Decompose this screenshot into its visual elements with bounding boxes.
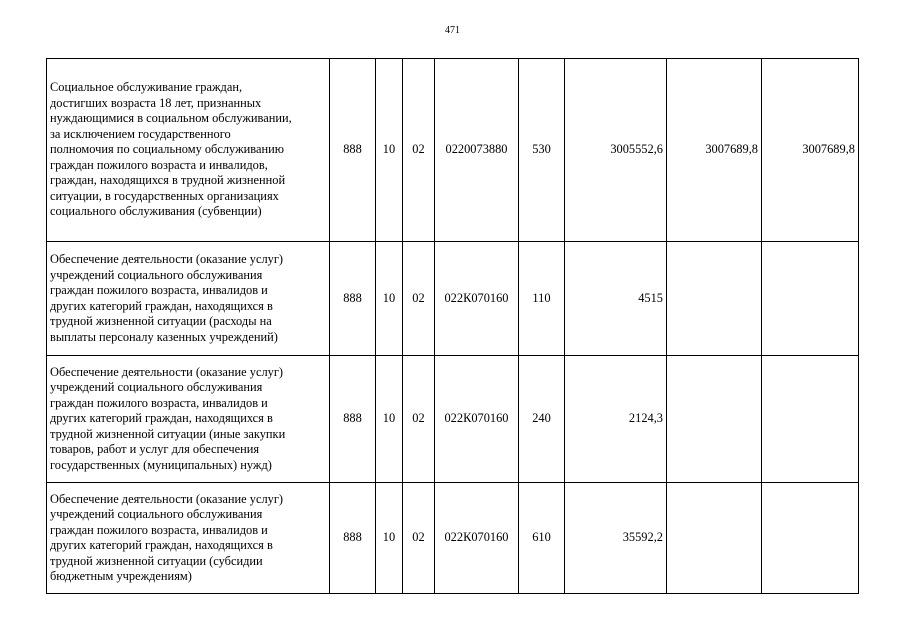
- description-line: учреждений социального обслуживания: [50, 267, 263, 282]
- expense-type-code: 240: [519, 356, 565, 483]
- description-line: других категорий граждан, находящихся в: [50, 411, 273, 426]
- target-article-code: 0220073880: [435, 59, 519, 242]
- description-line: государственных (муниципальных) нужд): [50, 457, 272, 472]
- table-row: [47, 356, 859, 483]
- amount-1: 35592,2: [565, 483, 667, 594]
- description-line: социального обслуживания (субвенции): [50, 204, 262, 219]
- target-article-code: 022К070160: [435, 242, 519, 356]
- description-line: трудной жизненной ситуации (иные закупки: [50, 426, 286, 441]
- description-line: товаров, работ и услуг для обеспечения: [50, 442, 260, 457]
- row-description: [47, 483, 330, 594]
- section-code: 10: [376, 356, 403, 483]
- page-number: 471: [445, 25, 460, 36]
- description-line: достигших возраста 18 лет, признанных: [50, 95, 262, 110]
- description-line: граждан, находящихся в трудной жизненной: [50, 173, 286, 188]
- amount-3: [762, 242, 859, 356]
- description-line: других категорий граждан, находящихся в: [50, 538, 273, 552]
- expense-type-code: 610: [519, 483, 565, 594]
- table-row: [47, 242, 859, 356]
- description-line: Социальное обслуживание граждан,: [50, 80, 243, 95]
- amount-2: [667, 356, 762, 483]
- description-line: граждан пожилого возраста и инвалидов,: [50, 157, 268, 172]
- ministry-code: 888: [330, 356, 376, 483]
- subsection-code: 02: [403, 242, 435, 356]
- ministry-code: 888: [330, 242, 376, 356]
- description-line: Обеспечение деятельности (оказание услуг): [50, 491, 284, 506]
- row-description: [47, 242, 330, 356]
- budget-table: [46, 58, 859, 594]
- amount-2: 3007689,8: [667, 59, 762, 242]
- amount-2: [667, 483, 762, 594]
- amount-3: [762, 483, 859, 594]
- row-description: [47, 59, 330, 242]
- description-line: выплаты персоналу казенных учреждений): [50, 329, 278, 344]
- subsection-code: 02: [403, 356, 435, 483]
- description-line: других категорий граждан, находящихся в: [50, 298, 273, 313]
- description-line: за исключением государственного: [50, 126, 231, 141]
- description-line: полномочия по социальному обслуживанию: [50, 142, 284, 157]
- description-line: Обеспечение деятельности (оказание услуг): [50, 252, 284, 266]
- section-code: 10: [376, 483, 403, 594]
- expense-type-code: 530: [519, 59, 565, 242]
- description-line: учреждений социального обслуживания: [50, 507, 263, 521]
- ministry-code: 888: [330, 483, 376, 594]
- section-code: 10: [376, 242, 403, 356]
- amount-3: [762, 356, 859, 483]
- description-line: учреждений социального обслуживания: [50, 380, 263, 395]
- amount-1: 4515: [565, 242, 667, 356]
- description-line: трудной жизненной ситуации (расходы на: [50, 314, 272, 328]
- subsection-code: 02: [403, 59, 435, 242]
- subsection-code: 02: [403, 483, 435, 594]
- description-line: граждан пожилого возраста, инвалидов и: [50, 395, 268, 410]
- description-line: нуждающимися в социальном обслуживании,: [50, 111, 292, 126]
- description-line: граждан пожилого возраста, инвалидов и: [50, 522, 268, 537]
- expense-type-code: 110: [519, 242, 565, 356]
- amount-3: 3007689,8: [762, 59, 859, 242]
- description-line: граждан пожилого возраста, инвалидов и: [50, 283, 268, 297]
- description-line: ситуации, в государственных организациях: [50, 188, 279, 203]
- table-row: [47, 59, 859, 242]
- table-row: [47, 483, 859, 594]
- description-line: бюджетным учреждениям): [50, 569, 192, 583]
- target-article-code: 022К070160: [435, 356, 519, 483]
- amount-2: [667, 242, 762, 356]
- section-code: 10: [376, 59, 403, 242]
- ministry-code: 888: [330, 59, 376, 242]
- row-description: [47, 356, 330, 483]
- target-article-code: 022К070160: [435, 483, 519, 594]
- description-line: Обеспечение деятельности (оказание услуг): [50, 364, 284, 379]
- amount-1: 3005552,6: [565, 59, 667, 242]
- amount-1: 2124,3: [565, 356, 667, 483]
- description-line: трудной жизненной ситуации (субсидии: [50, 553, 263, 568]
